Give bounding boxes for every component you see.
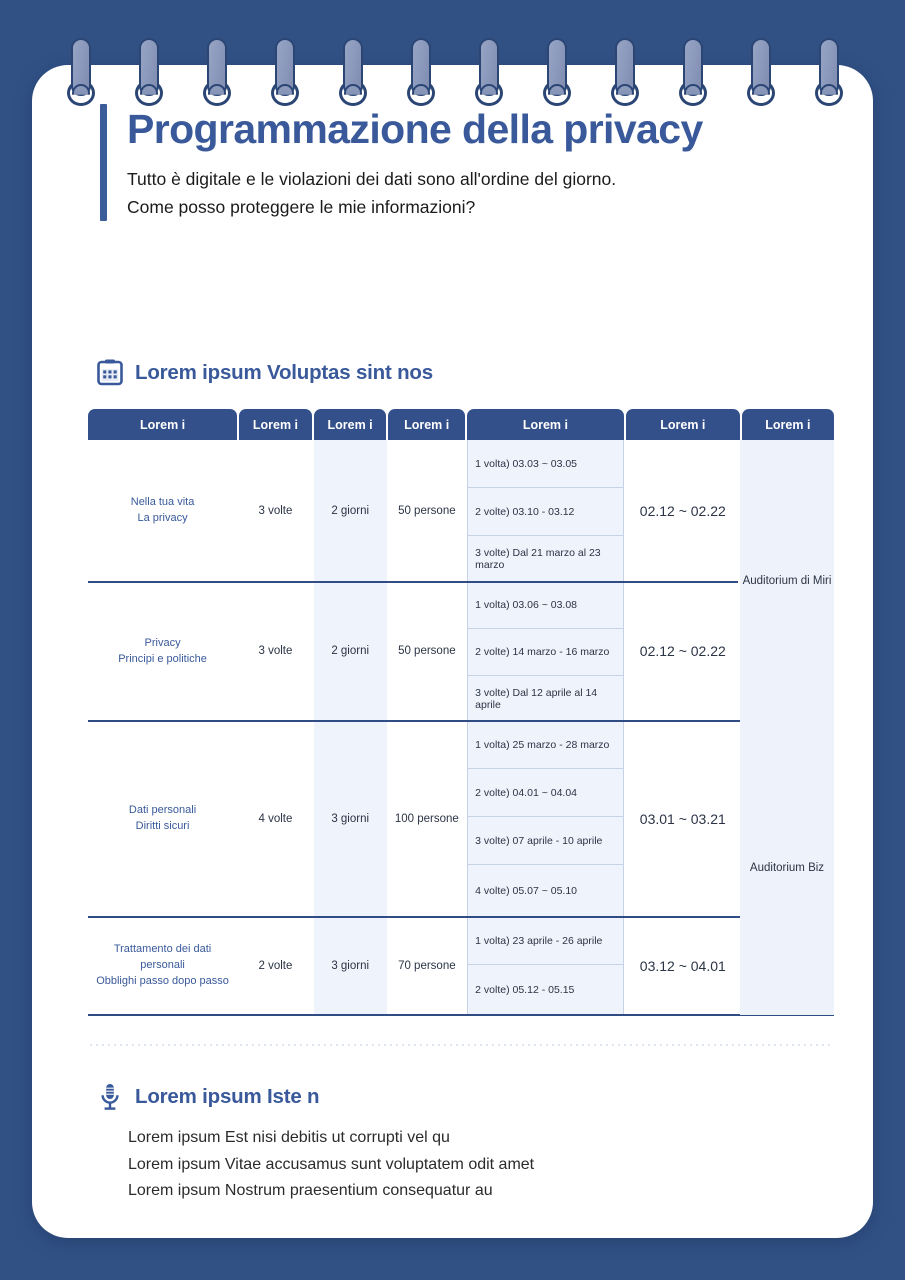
table-column-header: Lorem i (626, 409, 740, 440)
schedule-section-heading (96, 358, 433, 388)
session-entry: 4 volte) 05.07 ~ 05.10 (475, 885, 578, 897)
cell-sessions (467, 440, 624, 582)
speakers-list (128, 1125, 788, 1205)
microphone-icon (96, 1082, 124, 1112)
calendar-icon (96, 358, 124, 388)
cell-topic (88, 917, 237, 1015)
session-entry: 1 volta) 23 aprile - 26 aprile (468, 917, 623, 965)
session-entry: 1 volta) 25 marzo - 28 marzo (468, 721, 623, 769)
session-entry: 3 volte) 07 aprile - 10 aprile (468, 817, 623, 865)
cell-period: 03.01 ~ 03.21 (626, 721, 740, 917)
table-column-header: Lorem i (388, 409, 465, 440)
cell-topic (88, 721, 237, 917)
speakers-heading-label: Lorem ipsum Iste n (135, 1085, 320, 1108)
topic-line-1: Privacy (144, 636, 181, 649)
table-header-row (88, 409, 834, 440)
topic-line-2: Diritti sicuri (135, 820, 190, 832)
session-entry: 2 volte) 14 marzo - 16 marzo (468, 629, 623, 676)
page-title: Programmazione della privacy (127, 106, 703, 152)
session-entry: 2 volte) 03.10 - 03.12 (468, 488, 623, 536)
schedule-heading-label: Lorem ipsum Voluptas sint nos (135, 361, 433, 384)
speaker-line: Lorem ipsum Nostrum praesentium consequatur au (128, 1182, 493, 1200)
row-separator (88, 581, 738, 583)
topic-line-1: Trattamento dei dati personali (113, 943, 212, 972)
cell-topic (88, 440, 237, 582)
session-entry: 3 volte) Dal 12 aprile al 14 aprile (475, 686, 598, 711)
cell-days: 2 giorni (314, 582, 387, 721)
title-accent-bar (100, 104, 107, 221)
speaker-line: Lorem ipsum Vitae accusamus sunt voluptatem odit amet (128, 1155, 535, 1173)
topic-line-1: Nella tua vita (130, 496, 195, 509)
table-row (88, 440, 834, 582)
cell-period: 03.12 ~ 04.01 (626, 917, 740, 1015)
cell-topic (88, 582, 237, 721)
table-row (88, 582, 834, 721)
row-separator (88, 720, 834, 722)
cell-period: 02.12 ~ 02.22 (626, 582, 740, 721)
topic-line-2: Obblighi passo dopo passo (96, 974, 229, 987)
table-row (88, 917, 834, 1015)
topic-line-1: Dati personali (128, 804, 197, 817)
session-entry: 2 volte) 04.01 ~ 04.04 (468, 769, 623, 817)
cell-times: 3 volte (239, 582, 312, 721)
schedule-table (88, 409, 834, 1015)
table-body (88, 440, 834, 1015)
session-entry: 1 volta) 03.03 ~ 03.05 (468, 440, 623, 488)
speakers-section-heading (96, 1082, 319, 1112)
cell-people: 100 persone (389, 721, 466, 917)
cell-sessions (467, 721, 624, 917)
topic-line-2: Principi e politiche (118, 652, 207, 665)
cell-times: 4 volte (239, 721, 312, 917)
cell-times: 3 volte (239, 440, 312, 582)
subtitle-line-2: Come posso proteggere le mie informazioni? (127, 196, 476, 217)
subtitle-line-1: Tutto è digitale e le violazioni dei dati sono all'ordine del giorno. (127, 169, 617, 190)
cell-people: 70 persone (389, 917, 466, 1015)
table-column-header: Lorem i (239, 409, 312, 440)
table-column-header: Lorem i (314, 409, 387, 440)
cell-period: 02.12 ~ 02.22 (626, 440, 740, 582)
session-entry: 1 volta) 03.06 ~ 03.08 (468, 582, 623, 629)
row-separator (88, 1014, 834, 1016)
cell-days: 2 giorni (314, 440, 387, 582)
page-header (100, 104, 800, 221)
cell-sessions (467, 582, 624, 721)
cell-people: 50 persone (389, 440, 466, 582)
row-separator (88, 916, 834, 918)
cell-times: 2 volte (239, 917, 312, 1015)
cell-days: 3 giorni (314, 721, 387, 917)
cell-venue: Auditorium Biz (740, 721, 834, 1015)
cell-days: 3 giorni (314, 917, 387, 1015)
speaker-line: Lorem ipsum Est nisi debitis ut corrupti vel qu (128, 1129, 450, 1146)
cell-venue: Auditorium di Miri (740, 440, 834, 721)
section-divider (88, 1044, 834, 1046)
table-row (88, 721, 834, 917)
page-subtitle (127, 166, 703, 221)
session-entry: 3 volte) Dal 21 marzo al 23 marzo (475, 547, 601, 571)
table-column-header: Lorem i (88, 409, 237, 440)
cell-people: 50 persone (389, 582, 466, 721)
cell-sessions (467, 917, 624, 1015)
session-entry: 2 volte) 05.12 - 05.15 (475, 984, 575, 996)
table-column-header: Lorem i (467, 409, 624, 440)
topic-line-2: La privacy (137, 512, 188, 524)
table-column-header: Lorem i (742, 409, 834, 440)
